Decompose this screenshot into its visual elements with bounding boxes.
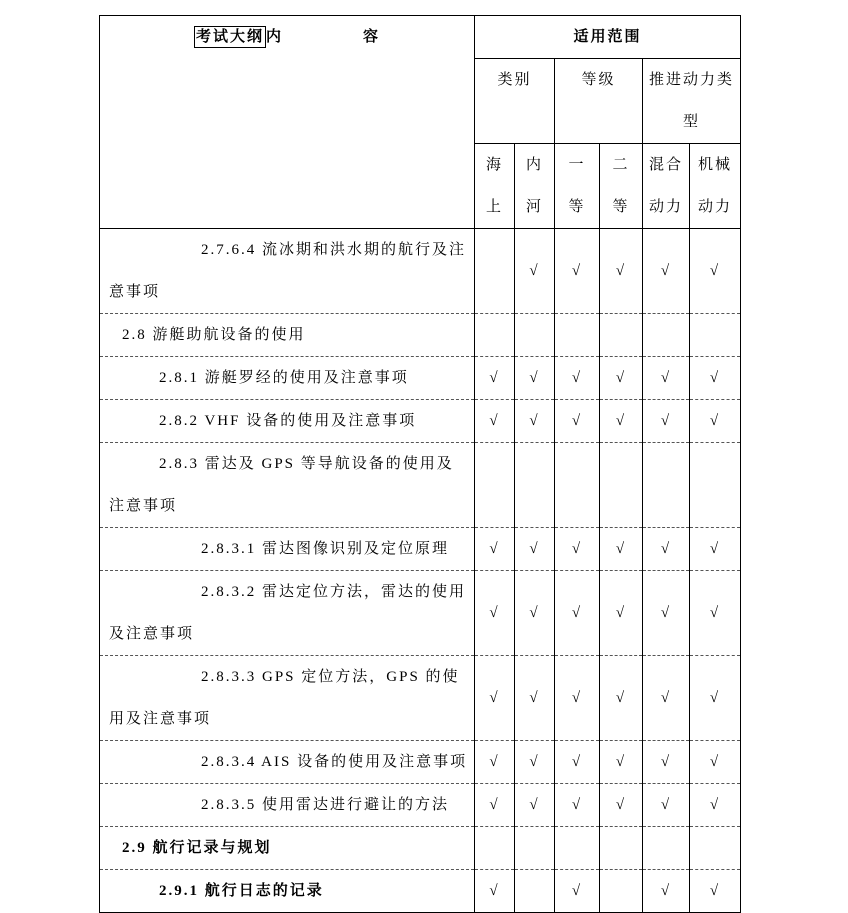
syllabus-item: 2.8 游艇助航设备的使用	[100, 314, 475, 357]
empty-cell	[515, 870, 555, 913]
empty-cell	[515, 314, 555, 357]
empty-cell	[600, 314, 643, 357]
check-mark: √	[555, 229, 600, 314]
syllabus-item: 2.8.1 游艇罗经的使用及注意事项	[100, 357, 475, 400]
check-mark: √	[555, 656, 600, 741]
check-mark: √	[600, 229, 643, 314]
check-mark: √	[643, 784, 690, 827]
check-mark: √	[600, 741, 643, 784]
syllabus-item: 2.9 航行记录与规划	[100, 827, 475, 870]
col-sea-header	[475, 144, 515, 229]
content-header-boxed: 考试大纲	[194, 26, 266, 48]
empty-cell	[600, 443, 643, 528]
syllabus-item: 2.8.3.2 雷达定位方法，雷达的使用及注意事项	[100, 571, 475, 656]
column-label-line-2: 上	[485, 199, 503, 215]
table-row	[100, 229, 741, 314]
check-mark: √	[643, 528, 690, 571]
column-label-line-1: 海	[485, 157, 503, 173]
check-mark: √	[690, 528, 741, 571]
table-row	[100, 827, 741, 870]
check-mark: √	[600, 784, 643, 827]
check-mark: √	[475, 656, 515, 741]
empty-cell	[690, 443, 741, 528]
column-label-line-2: 等	[568, 199, 586, 215]
check-mark: √	[515, 741, 555, 784]
check-mark: √	[690, 357, 741, 400]
table-row	[100, 741, 741, 784]
col-inland-header	[515, 144, 555, 229]
check-mark: √	[515, 229, 555, 314]
syllabus-item: 2.8.3.4 AIS 设备的使用及注意事项	[100, 741, 475, 784]
group-grade: 等级	[555, 59, 643, 144]
check-mark: √	[555, 400, 600, 443]
content-header	[100, 16, 475, 229]
check-mark: √	[475, 870, 515, 913]
table-row	[100, 314, 741, 357]
column-label-line-1: 一	[568, 157, 586, 173]
check-mark: √	[555, 528, 600, 571]
check-mark: √	[475, 528, 515, 571]
empty-cell	[600, 827, 643, 870]
check-mark: √	[515, 571, 555, 656]
empty-cell	[555, 443, 600, 528]
col-grade-one-header	[555, 144, 600, 229]
column-label-line-2: 动力	[697, 199, 732, 215]
table-row	[100, 400, 741, 443]
check-mark: √	[690, 571, 741, 656]
empty-cell	[475, 314, 515, 357]
column-label-line-1: 内	[525, 157, 543, 173]
check-mark: √	[475, 784, 515, 827]
check-mark: √	[643, 571, 690, 656]
syllabus-item: 2.8.3.1 雷达图像识别及定位原理	[100, 528, 475, 571]
table-row	[100, 443, 741, 528]
syllabus-item: 2.8.3 雷达及 GPS 等导航设备的使用及注意事项	[100, 443, 475, 528]
syllabus-item: 2.9.1 航行日志的记录	[100, 870, 475, 913]
table-row	[100, 528, 741, 571]
empty-cell	[515, 443, 555, 528]
empty-cell	[555, 827, 600, 870]
col-grade-two-header	[600, 144, 643, 229]
check-mark: √	[643, 229, 690, 314]
empty-cell	[515, 827, 555, 870]
check-mark: √	[643, 656, 690, 741]
column-label-line-2: 动力	[648, 199, 683, 215]
content-header-part-1: 内	[265, 29, 283, 45]
check-mark: √	[643, 400, 690, 443]
column-label-line-1: 混合	[648, 157, 683, 173]
syllabus-item: 2.8.2 VHF 设备的使用及注意事项	[100, 400, 475, 443]
check-mark: √	[643, 357, 690, 400]
check-mark: √	[690, 741, 741, 784]
table-row	[100, 784, 741, 827]
col-mechanical-header	[690, 144, 741, 229]
scope-header: 适用范围	[475, 16, 741, 59]
empty-cell	[690, 827, 741, 870]
check-mark: √	[555, 870, 600, 913]
empty-cell	[643, 443, 690, 528]
check-mark: √	[690, 784, 741, 827]
col-hybrid-header	[643, 144, 690, 229]
check-mark: √	[555, 741, 600, 784]
group-category: 类别	[475, 59, 555, 144]
check-mark: √	[515, 400, 555, 443]
table-row	[100, 656, 741, 741]
empty-cell	[690, 314, 741, 357]
syllabus-item: 2.7.6.4 流冰期和洪水期的航行及注意事项	[100, 229, 475, 314]
check-mark: √	[600, 400, 643, 443]
header-row-1	[100, 16, 741, 59]
empty-cell	[475, 443, 515, 528]
column-label-line-1: 二	[612, 157, 630, 173]
check-mark: √	[600, 656, 643, 741]
check-mark: √	[475, 400, 515, 443]
check-mark: √	[475, 357, 515, 400]
syllabus-item: 2.8.3.5 使用雷达进行避让的方法	[100, 784, 475, 827]
check-mark: √	[515, 357, 555, 400]
empty-cell	[643, 314, 690, 357]
check-mark: √	[475, 571, 515, 656]
table-row	[100, 357, 741, 400]
check-mark: √	[515, 784, 555, 827]
check-mark: √	[600, 571, 643, 656]
empty-cell	[475, 229, 515, 314]
check-mark: √	[690, 400, 741, 443]
check-mark: √	[555, 571, 600, 656]
group-propulsion: 推进动力类型	[643, 59, 741, 144]
check-mark: √	[555, 784, 600, 827]
check-mark: √	[690, 229, 741, 314]
empty-cell	[475, 827, 515, 870]
check-mark: √	[515, 528, 555, 571]
syllabus-table	[99, 15, 741, 913]
empty-cell	[555, 314, 600, 357]
check-mark: √	[690, 870, 741, 913]
column-label-line-1: 机械	[697, 157, 732, 173]
check-mark: √	[515, 656, 555, 741]
content-header-part-2: 容	[363, 29, 381, 45]
column-label-line-2: 河	[525, 199, 543, 215]
syllabus-item: 2.8.3.3 GPS 定位方法，GPS 的使用及注意事项	[100, 656, 475, 741]
check-mark: √	[600, 357, 643, 400]
check-mark: √	[643, 870, 690, 913]
check-mark: √	[643, 741, 690, 784]
table-row	[100, 571, 741, 656]
empty-cell	[600, 870, 643, 913]
column-label-line-2: 等	[612, 199, 630, 215]
check-mark: √	[690, 656, 741, 741]
check-mark: √	[475, 741, 515, 784]
check-mark: √	[600, 528, 643, 571]
table-row	[100, 870, 741, 913]
empty-cell	[643, 827, 690, 870]
check-mark: √	[555, 357, 600, 400]
